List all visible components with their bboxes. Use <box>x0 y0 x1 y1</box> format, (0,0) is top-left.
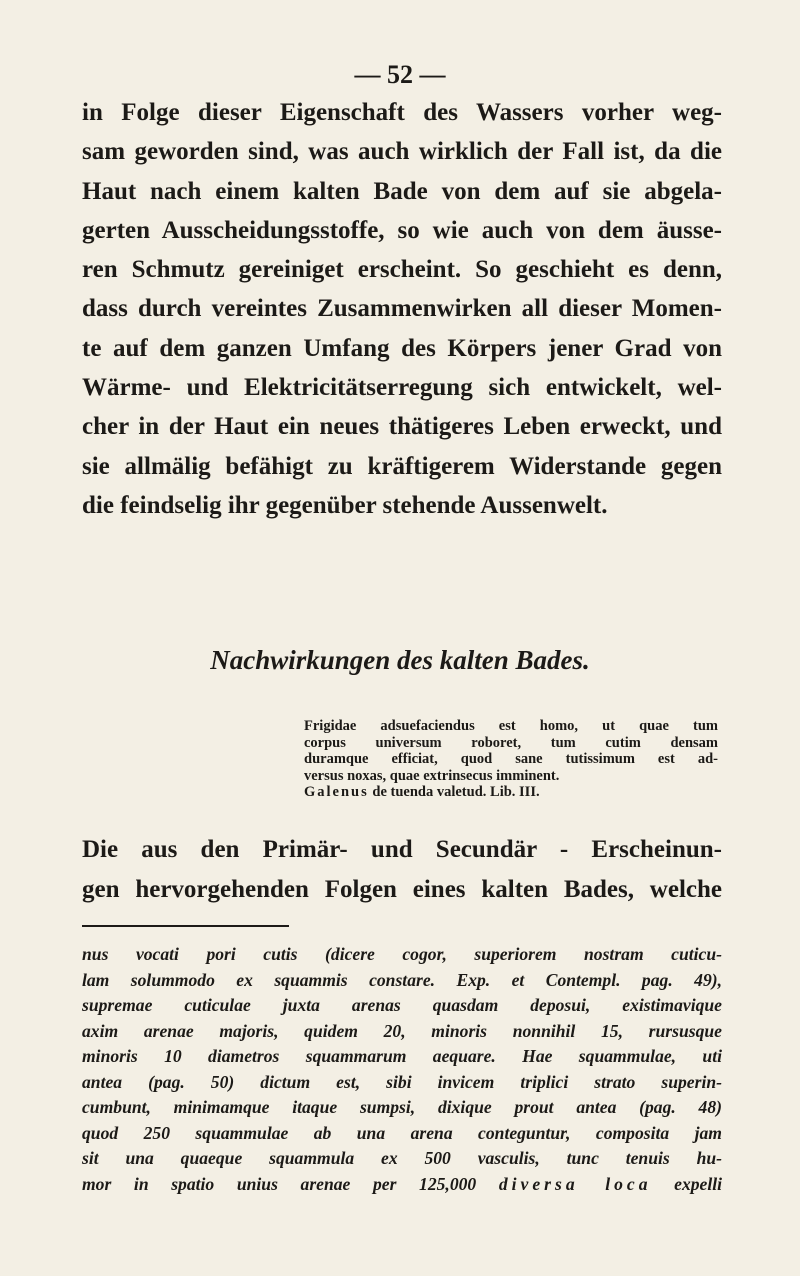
epigraph-line: versus noxas, quae extrinsecus imminent. <box>304 767 560 784</box>
footnote <box>82 942 722 1197</box>
text-line: ren Schmutz gereiniget erscheint. So geschieht es denn, <box>82 256 722 284</box>
main-paragraph <box>82 93 722 525</box>
footnote-text: mor in spatio unius arenae per 125,000 <box>82 1173 499 1194</box>
text-line: gen hervorgehenden Folgen eines kalten Bades, welche <box>82 875 722 903</box>
epigraph-citation <box>304 784 718 801</box>
text-line: Wärme- und Elektricitätserregung sich entwickelt, wel- <box>82 374 722 402</box>
footnote-divider <box>82 925 289 927</box>
text-line: die feindselig ihr gegenüber stehende Aussenwelt. <box>82 491 608 519</box>
text-line: gerten Ausscheidungsstoffe, so wie auch von dem äusse- <box>82 216 722 244</box>
footnote-line: cumbunt, minimamque itaque sumpsi, dixique prout antea (pag. 48) <box>82 1097 722 1117</box>
footnote-line: lam solummodo ex squammis constare. Exp. et Contempl. pag. 49), <box>82 969 722 990</box>
footnote-line: axim arenae majoris, quidem 20, minoris nonnihil 15, rursusque <box>82 1020 722 1041</box>
footnote-line: sit una quaeque squammula ex 500 vasculis, tunc tenuis hu- <box>82 1148 722 1168</box>
text-line: cher in der Haut ein neues thätigeres Leben erweckt, und <box>82 413 722 441</box>
section-heading: Nachwirkungen des kalten Bades. <box>210 645 590 675</box>
footnote-text: expelli <box>651 1173 723 1194</box>
text-line: Haut nach einem kalten Bade von dem auf sie abgela- <box>82 177 722 205</box>
epigraph-line: corpus universum roboret, tum cutim densam <box>304 734 718 751</box>
page-number: — 52 — <box>354 60 446 89</box>
footnote-spaced-text: diversa loca <box>498 1173 652 1194</box>
footnote-line: quod 250 squammulae ab una arena conteguntur, composita jam <box>82 1122 722 1143</box>
text-line: sam geworden sind, was auch wirklich der Fall ist, da die <box>82 138 722 166</box>
footnote-line: nus vocati pori cutis (dicere cogor, superiorem nostram cuticu- <box>82 944 722 964</box>
footnote-line <box>82 1172 722 1198</box>
epigraph-line: Frigidae adsuefaciendus est homo, ut quae tum <box>304 718 718 734</box>
section-paragraph <box>82 830 722 909</box>
epigraph-source: de tuenda valetud. Lib. III. <box>368 784 540 801</box>
footnote-line: minoris 10 diametros squammarum aequare. Hae squammulae, uti <box>82 1046 722 1066</box>
footnote-line: supremae cuticulae juxta arenas quasdam deposui, existimavique <box>82 995 722 1015</box>
text-line: in Folge dieser Eigenschaft des Wassers vorher weg- <box>82 99 722 126</box>
text-line: te auf dem ganzen Umfang des Körpers jener Grad von <box>82 334 722 362</box>
epigraph-author: Galenus <box>304 784 369 801</box>
latin-epigraph <box>304 718 718 801</box>
text-line: dass durch vereintes Zusammenwirken all dieser Momen- <box>82 295 722 323</box>
footnote-line: antea (pag. 50) dictum est, sibi invicem triplici strato superin- <box>82 1071 722 1092</box>
text-line: Die aus den Primär- und Secundär - Erscheinun- <box>82 836 722 863</box>
text-line: sie allmälig befähigt zu kräftigerem Widerstande gegen <box>82 452 722 480</box>
epigraph-line: duramque efficiat, quod sane tutissimum est ad- <box>304 751 718 768</box>
